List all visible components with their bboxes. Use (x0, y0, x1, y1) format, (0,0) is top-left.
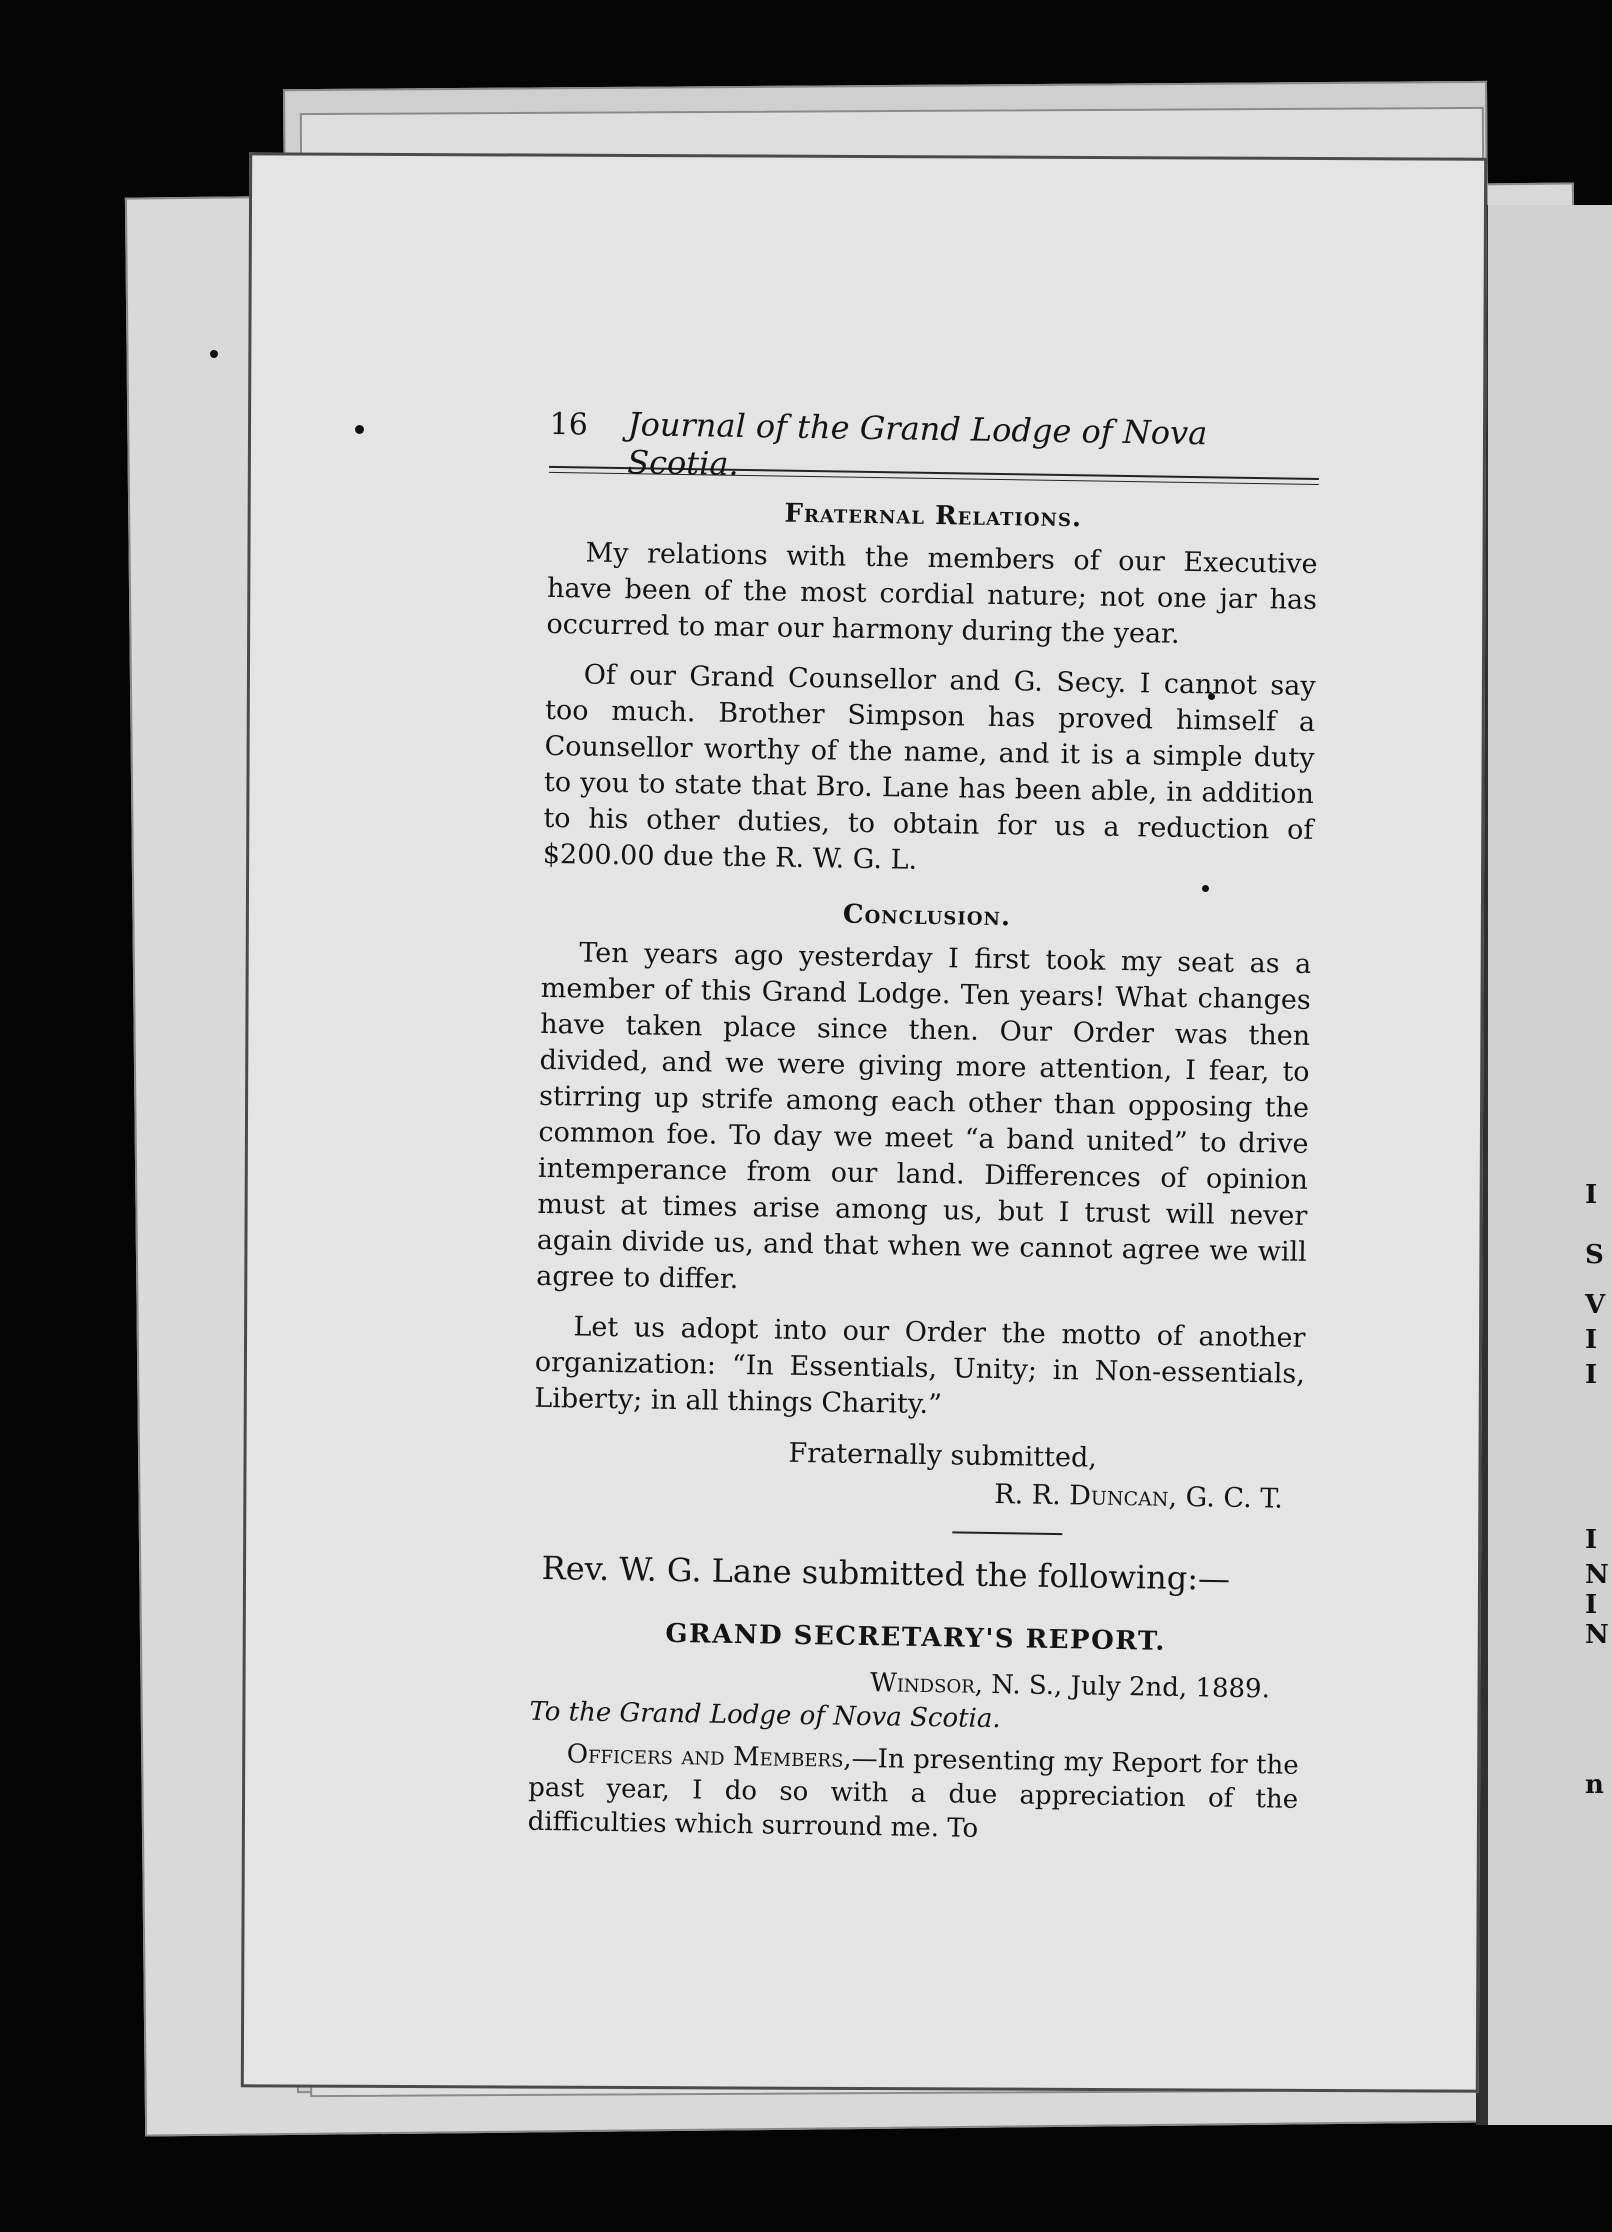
paragraph: Let us adopt into our Order the motto of another organization: “In Essentials, Unity; in Non-essentials, Liberty; in all things Charity.” (534, 1311, 1306, 1421)
dateline-place: Windsor, (869, 1668, 984, 1700)
dateline (280, 1659, 1300, 1705)
edge-fragment: V (1585, 1290, 1606, 1320)
edge-fragment: I (1585, 1360, 1598, 1390)
page-number: 16 (549, 406, 589, 443)
facing-page-edge (1476, 205, 1612, 2125)
edge-fragment: I (1585, 1180, 1598, 1210)
report-heading: GRAND SECRETARY'S REPORT. (665, 1618, 1167, 1657)
report-body: —In presenting my Report for the past year, I do so with a due appreciation of the difficulties which surround me. To (527, 1743, 1299, 1844)
ink-speck (210, 350, 218, 358)
signoff (533, 1431, 1304, 1519)
edge-fragment: N (1585, 1620, 1609, 1650)
edge-fragment: I (1585, 1525, 1598, 1555)
edge-fragment: I (1585, 1325, 1598, 1355)
signatory-name: R. R. Duncan, G. C. T. (994, 1479, 1284, 1515)
paragraph: Ten years ago yesterday I first took my seat as a member of this Grand Lodge. Ten years! What changes have taken place since then. Our Order was then divided, and we were giving more attention, I fear, to stirring up strife among each other than opposing the common foe. To day we meet “a band united” to drive intemperance from our land. Differences of opinion must at times arise among us, but I trust will never again divide us, and that when we cannot agree we will agree to differ. (536, 937, 1312, 1295)
edge-fragment: I (1585, 1590, 1598, 1620)
closing-line: Fraternally submitted, (788, 1437, 1098, 1474)
salutation: Officers and Members, (566, 1739, 852, 1774)
submission-line: Rev. W. G. Lane submitted the following:— (541, 1548, 1231, 1598)
dateline-date: N. S., July 2nd, 1889. (991, 1670, 1271, 1705)
edge-fragment: N (1585, 1560, 1609, 1590)
section-heading-fraternal: Fraternal Relations. (784, 498, 1083, 534)
addressee: To the Grand Lodge of Nova Scotia. (529, 1696, 1001, 1735)
paragraph: Of our Grand Counsellor and G. Secy. I cannot say too much. Brother Simpson has proved himself a Counsellor worthy of the name, and it is a simple duty to you to state that Bro. Lane has been able, in addition to his other duties, to obtain for us a reduction of $200.00 due the R. W. G. L. (542, 659, 1316, 876)
page-text (277, 400, 1320, 1866)
paragraph: My relations with the members of our Executive have been of the most cordial nature; not one jar has occurred to mar our harmony during the year. (546, 537, 1318, 650)
edge-fragment: S (1585, 1240, 1604, 1270)
section-heading-conclusion: Conclusion. (842, 899, 1012, 933)
section-divider (952, 1531, 1062, 1535)
running-title: Journal of the Grand Lodge of Nova Scotia. (626, 405, 1208, 483)
report-opening (527, 1737, 1299, 1851)
edge-fragment: n (1585, 1770, 1604, 1800)
